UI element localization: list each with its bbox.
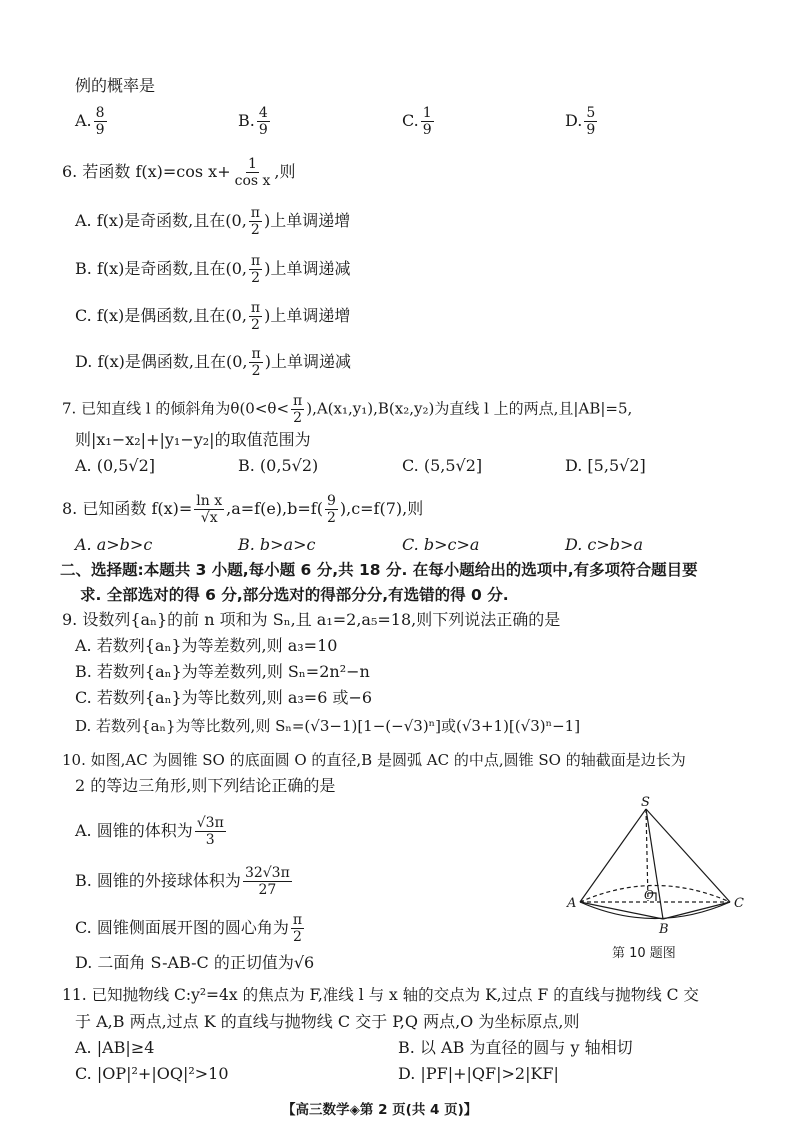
q11-option-c: C. |OP|²+|OQ|²>10 [75, 1064, 229, 1083]
q9-option-b: B. 若数列{aₙ}为等差数列,则 Sₙ=2n²−n [75, 662, 370, 681]
q5-option-c: C. $\frac{1}{9}$ [402, 105, 432, 138]
q11-option-b: B. 以 AB 为直径的圆与 y 轴相切 [398, 1038, 633, 1057]
q5-option-a: A. $\frac{8}{9}$ [75, 105, 105, 138]
q6-option-b: B. f(x)是奇函数,且在(0, $\frac{\pi}{2}$ )上单调递减 [75, 253, 351, 286]
q7-option-d: D. [5,5√2] [565, 456, 646, 475]
q6-option-a: A. f(x)是奇函数,且在(0, $\frac{\pi}{2}$ )上单调递增 [75, 205, 351, 238]
q11-stem-line2: 于 A,B 两点,过点 K 的直线与抛物线 C 交于 P,Q 两点,O 为坐标原点,则 [75, 1012, 580, 1031]
q7-option-b: B. (0,5√2) [238, 456, 319, 475]
page-footer: 【高三数学◈第 2 页(共 4 页)】 [282, 1102, 478, 1118]
q11-option-a: A. |AB|≥4 [75, 1038, 155, 1057]
q7-option-c: C. (5,5√2] [402, 456, 483, 475]
label-b: B [659, 922, 669, 935]
q5-option-d: D. $\frac{5}{9}$ [565, 105, 596, 138]
q8-option-d: D. c>b>a [565, 535, 643, 554]
q8-option-c: C. b>c>a [402, 535, 480, 554]
q8-option-b: B. b>a>c [238, 535, 316, 554]
q10-option-c: C. 圆锥侧面展开图的圆心角为 $\frac{\pi}{2}$ [75, 912, 303, 945]
q8-option-a: A. a>b>c [75, 535, 153, 554]
q10-option-a: A. 圆锥的体积为 $\frac{√3\pi}{3}$ [75, 815, 224, 848]
q5-option-b: B. $\frac{4}{9}$ [238, 105, 268, 138]
q11-option-d: D. |PF|+|QF|>2|KF| [398, 1064, 559, 1083]
q10-stem-line2: 2 的等边三角形,则下列结论正确的是 [75, 776, 336, 795]
cone-base-back-arc [580, 886, 730, 903]
cone-chord-bc [663, 902, 730, 919]
q7-option-a: A. (0,5√2] [75, 456, 156, 475]
section2-heading: 二、选择题:本题共 3 小题,每小题 6 分,共 18 分. 在每小题给出的选项中,有多项符合题目要 [60, 561, 698, 579]
q9-stem: 9. 设数列{aₙ}的前 n 项和为 Sₙ,且 a₁=2,a₅=18,则下列说法正确的是 [62, 610, 561, 629]
q7-stem: 7. 已知直线 l 的倾斜角为θ(0<θ< $\frac{\pi}{2}$ ),A(x₁,y₁),B(x₂,y₂)为直线 l 上的两点,且|AB|=5, [62, 393, 633, 426]
q9-option-c: C. 若数列{aₙ}为等比数列,则 a₃=6 或−6 [75, 688, 373, 707]
section2-instructions: 求. 全部选对的得 6 分,部分选对的得部分分,有选错的得 0 分. [80, 586, 509, 604]
q10-option-d: D. 二面角 S-AB-C 的正切值为√6 [75, 953, 315, 972]
figure-caption: 第 10 题图 [612, 946, 676, 961]
q6-option-d: D. f(x)是偶函数,且在(0, $\frac{\pi}{2}$ )上单调递减 [75, 346, 351, 379]
cone-edge-sa [580, 809, 646, 902]
label-a: A [567, 896, 577, 911]
q6-option-c: C. f(x)是偶函数,且在(0, $\frac{\pi}{2}$ )上单调递增 [75, 300, 351, 333]
cone-figure [560, 795, 750, 935]
q8-stem: 8. 已知函数 f(x)= $\frac{\text{ln x}}{√x}$ ,a=f(e),b=f( $\frac{9}{2}$ ),c=f(7),则 [62, 493, 424, 526]
q10-option-b: B. 圆锥的外接球体积为 $\frac{32√3\pi}{27}$ [75, 865, 290, 898]
q9-option-a: A. 若数列{aₙ}为等差数列,则 a₃=10 [75, 636, 338, 655]
q10-stem: 10. 如图,AC 为圆锥 SO 的底面圆 O 的直径,B 是圆弧 AC 的中点,圆锥 SO 的轴截面是边长为 [62, 751, 686, 769]
label-s: S [641, 795, 650, 810]
q11-stem: 11. 已知抛物线 C:y²=4x 的焦点为 F,准线 l 与 x 轴的交点为 K,过点 F 的直线与抛物线 C 交 [62, 986, 699, 1004]
cone-base-front-arc [580, 902, 730, 919]
q6-stem: 6. 若函数 f(x)=cos x+ $\frac{1}{\text{cos x}}$ ,则 [62, 156, 296, 189]
q9-option-d: D. 若数列{aₙ}为等比数列,则 Sₙ=(√3−1)[1−(−√3)ⁿ]或(√3+1)[(√3)ⁿ−1] [75, 717, 581, 735]
cone-chord-ab [580, 902, 663, 919]
q5-stem-tail: 例的概率是 [75, 76, 156, 95]
label-o: O [644, 888, 654, 902]
label-c: C [734, 896, 744, 911]
q7-stem-line2: 则|x₁−x₂|+|y₁−y₂|的取值范围为 [75, 430, 311, 449]
